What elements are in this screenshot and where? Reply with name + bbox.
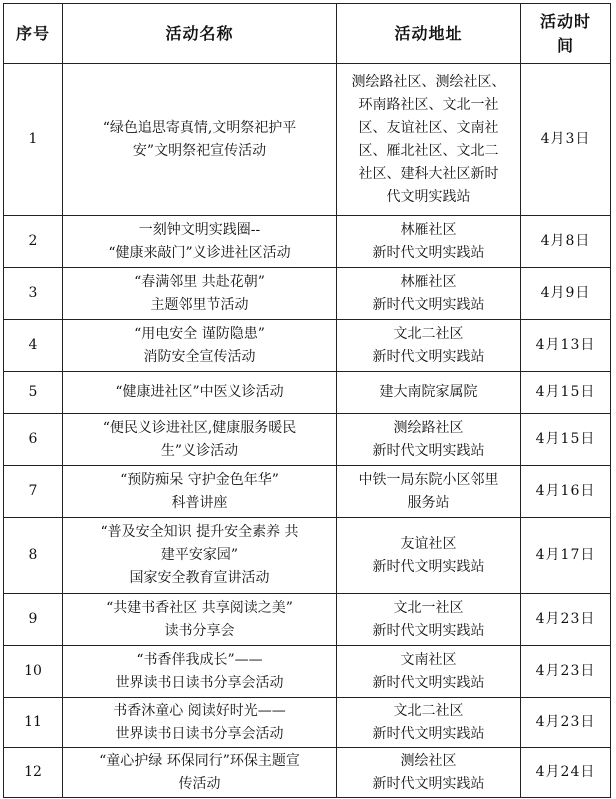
- table-row: [4, 698, 611, 748]
- row-index: 3: [4, 268, 63, 320]
- row-activity-name: “共建书香社区 共享阅读之美” 读书分享会: [63, 594, 337, 646]
- row-activity-name: “用电安全 谨防隐患” 消防安全宣传活动: [63, 320, 337, 372]
- row-index: 8: [4, 518, 63, 594]
- row-date: 4月9日: [521, 268, 611, 320]
- row-activity-name: “健康进社区”中医义诊活动: [63, 372, 337, 414]
- header-address: 活动地址: [337, 4, 521, 64]
- row-address: 测绘路社区、测绘社区、 环南路社区、文北一社 区、友谊社区、文南社 区、雁北社区、文北二 社区、建科大社区新时 代文明实践站: [337, 64, 521, 216]
- row-date: 4月13日: [521, 320, 611, 372]
- table-row: [4, 748, 611, 798]
- row-address: 文北一社区 新时代文明实践站: [337, 594, 521, 646]
- table-row: [4, 646, 611, 698]
- row-activity-name: “便民义诊进社区,健康服务暖民 生”义诊活动: [63, 414, 337, 466]
- table-row: [4, 594, 611, 646]
- row-activity-name: “春满邻里 共赴花朝” 主题邻里节活动: [63, 268, 337, 320]
- row-index: 6: [4, 414, 63, 466]
- row-index: 9: [4, 594, 63, 646]
- row-address: 测绘社区 新时代文明实践站: [337, 748, 521, 798]
- row-activity-name: “普及安全知识 提升安全素养 共 建平安家园” 国家安全教育宣讲活动: [63, 518, 337, 594]
- row-index: 2: [4, 216, 63, 268]
- row-date: 4月24日: [521, 748, 611, 798]
- row-date: 4月15日: [521, 372, 611, 414]
- row-activity-name: “童心护绿 环保同行”环保主题宣 传活动: [63, 748, 337, 798]
- row-activity-name: “预防痴呆 守护金色年华” 科普讲座: [63, 466, 337, 518]
- table-row: [4, 372, 611, 414]
- activity-schedule-table: [3, 3, 611, 798]
- row-index: 1: [4, 64, 63, 216]
- row-address: 文北二社区 新时代文明实践站: [337, 698, 521, 748]
- row-date: 4月17日: [521, 518, 611, 594]
- row-address: 文北二社区 新时代文明实践站: [337, 320, 521, 372]
- table-row: [4, 268, 611, 320]
- row-index: 5: [4, 372, 63, 414]
- row-date: 4月3日: [521, 64, 611, 216]
- row-activity-name: “绿色追思寄真情,文明祭祀护平 安”文明祭祀宣传活动: [63, 64, 337, 216]
- row-index: 12: [4, 748, 63, 798]
- table-row: [4, 216, 611, 268]
- header-time: 活动时 间: [521, 4, 611, 64]
- table-row: [4, 518, 611, 594]
- row-activity-name: “书香伴我成长”—— 世界读书日读书分享会活动: [63, 646, 337, 698]
- row-address: 文南社区 新时代文明实践站: [337, 646, 521, 698]
- row-activity-name: 一刻钟文明实践圈-- “健康来敲门”义诊进社区活动: [63, 216, 337, 268]
- row-activity-name: 书香沐童心 阅读好时光—— 世界读书日读书分享会活动: [63, 698, 337, 748]
- header-index: 序号: [4, 4, 63, 64]
- header-row: [4, 4, 611, 64]
- row-date: 4月23日: [521, 698, 611, 748]
- table-row: [4, 320, 611, 372]
- table-row: [4, 414, 611, 466]
- row-date: 4月23日: [521, 594, 611, 646]
- table-row: [4, 466, 611, 518]
- row-address: 中铁一局东院小区邻里 服务站: [337, 466, 521, 518]
- row-index: 11: [4, 698, 63, 748]
- header-name: 活动名称: [63, 4, 337, 64]
- row-address: 友谊社区 新时代文明实践站: [337, 518, 521, 594]
- table-row: [4, 64, 611, 216]
- row-index: 7: [4, 466, 63, 518]
- row-index: 4: [4, 320, 63, 372]
- row-address: 林雁社区 新时代文明实践站: [337, 268, 521, 320]
- row-address: 测绘路社区 新时代文明实践站: [337, 414, 521, 466]
- row-index: 10: [4, 646, 63, 698]
- row-date: 4月23日: [521, 646, 611, 698]
- row-address: 林雁社区 新时代文明实践站: [337, 216, 521, 268]
- row-date: 4月15日: [521, 414, 611, 466]
- row-date: 4月16日: [521, 466, 611, 518]
- row-date: 4月8日: [521, 216, 611, 268]
- row-address: 建大南院家属院: [337, 372, 521, 414]
